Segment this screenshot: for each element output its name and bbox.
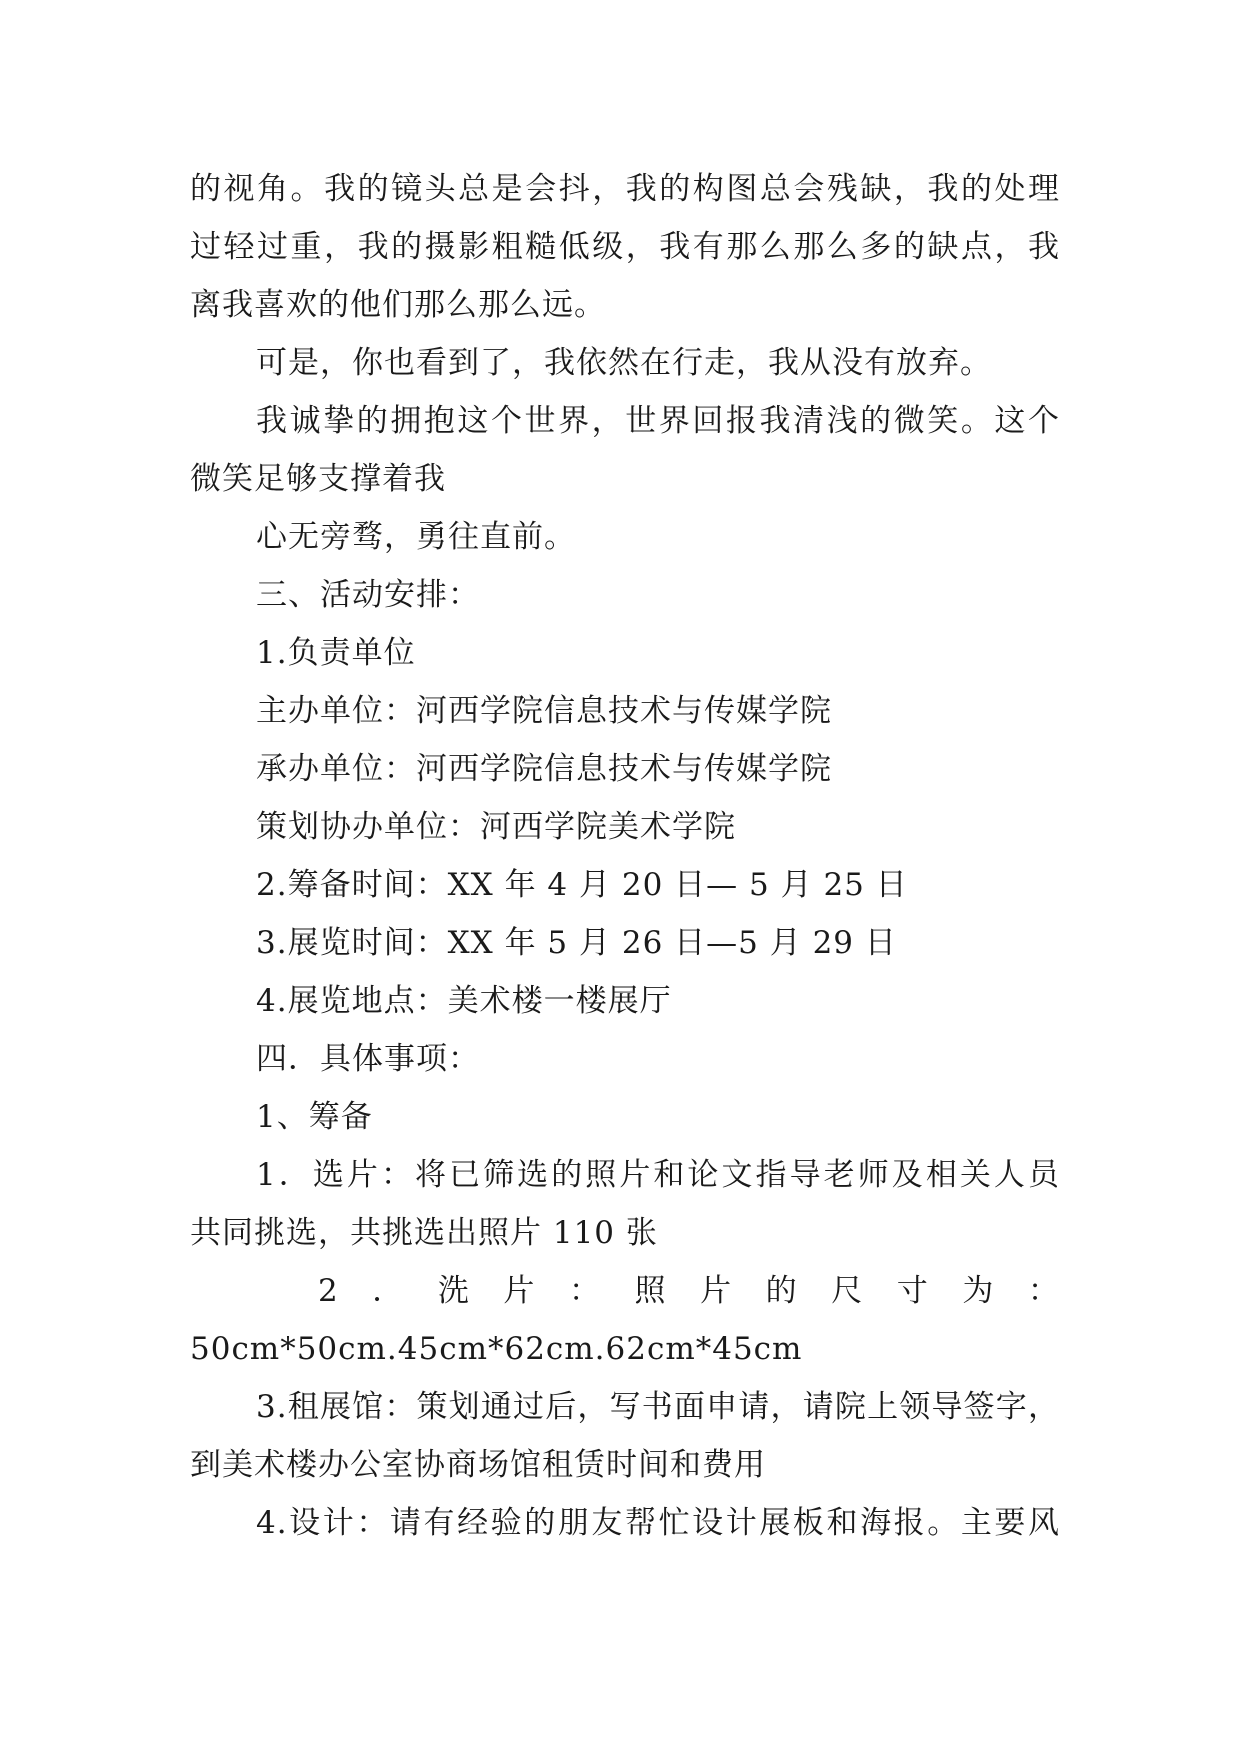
paragraph-line: 1．选片：将已筛选的照片和论文指导老师及相关人员 bbox=[256, 1157, 1060, 1193]
spread-token: 的 bbox=[765, 1273, 798, 1309]
paragraph-line: 3.租展馆：策划通过后，写书面申请，请院上领导签字， bbox=[256, 1389, 1060, 1425]
spread-token: 照 bbox=[634, 1273, 667, 1309]
spread-token: ： bbox=[568, 1273, 601, 1309]
list-item: 策划协办单位：河西学院美术学院 bbox=[256, 809, 736, 845]
spread-token: ： bbox=[1027, 1273, 1060, 1309]
list-item: 4.展览地点：美术楼一楼展厅 bbox=[256, 983, 672, 1019]
spread-token: ． bbox=[372, 1273, 405, 1309]
list-item: 2.筹备时间：XX 年 4 月 20 日— 5 月 25 日 bbox=[256, 867, 908, 903]
paragraph-line: 离我喜欢的他们那么那么远。 bbox=[190, 287, 606, 323]
list-item: 主办单位：河西学院信息技术与传媒学院 bbox=[256, 693, 832, 729]
paragraph-line: 共同挑选，共挑选出照片 110 张 bbox=[190, 1215, 658, 1251]
paragraph-line: 微笑足够支撑着我 bbox=[190, 461, 446, 497]
spread-line bbox=[190, 1262, 1060, 1320]
spread-token: 尺 bbox=[831, 1273, 864, 1309]
paragraph-line: 我诚挚的拥抱这个世界，世界回报我清浅的微笑。这个 bbox=[256, 403, 1060, 439]
paragraph-line: 可是，你也看到了，我依然在行走，我从没有放弃。 bbox=[256, 345, 992, 381]
paragraph-line: 到美术楼办公室协商场馆租赁时间和费用 bbox=[190, 1447, 766, 1483]
section-heading: 四．具体事项： bbox=[256, 1041, 480, 1077]
spread-token: 2 bbox=[318, 1273, 339, 1309]
document-page bbox=[190, 160, 1060, 1552]
spread-token: 为 bbox=[962, 1273, 995, 1309]
paragraph-line: 4.设计：请有经验的朋友帮忙设计展板和海报。主要风 bbox=[256, 1505, 1060, 1541]
spread-token: 洗 bbox=[437, 1273, 470, 1309]
spread-token: 寸 bbox=[896, 1273, 929, 1309]
paragraph-line: 50cm*50cm.45cm*62cm.62cm*45cm bbox=[190, 1331, 803, 1367]
list-item: 1、筹备 bbox=[256, 1099, 373, 1135]
section-heading: 三、活动安排： bbox=[256, 577, 480, 613]
list-item: 1.负责单位 bbox=[256, 635, 416, 671]
paragraph-line: 过轻过重，我的摄影粗糙低级，我有那么那么多的缺点，我 bbox=[190, 229, 1060, 265]
list-item: 承办单位：河西学院信息技术与传媒学院 bbox=[256, 751, 832, 787]
list-item: 3.展览时间：XX 年 5 月 26 日—5 月 29 日 bbox=[256, 925, 897, 961]
spread-token: 片 bbox=[503, 1273, 536, 1309]
paragraph-line: 心无旁骛，勇往直前。 bbox=[256, 519, 576, 555]
paragraph-line: 的视角。我的镜头总是会抖，我的构图总会残缺，我的处理 bbox=[190, 171, 1060, 207]
spread-token: 片 bbox=[700, 1273, 733, 1309]
